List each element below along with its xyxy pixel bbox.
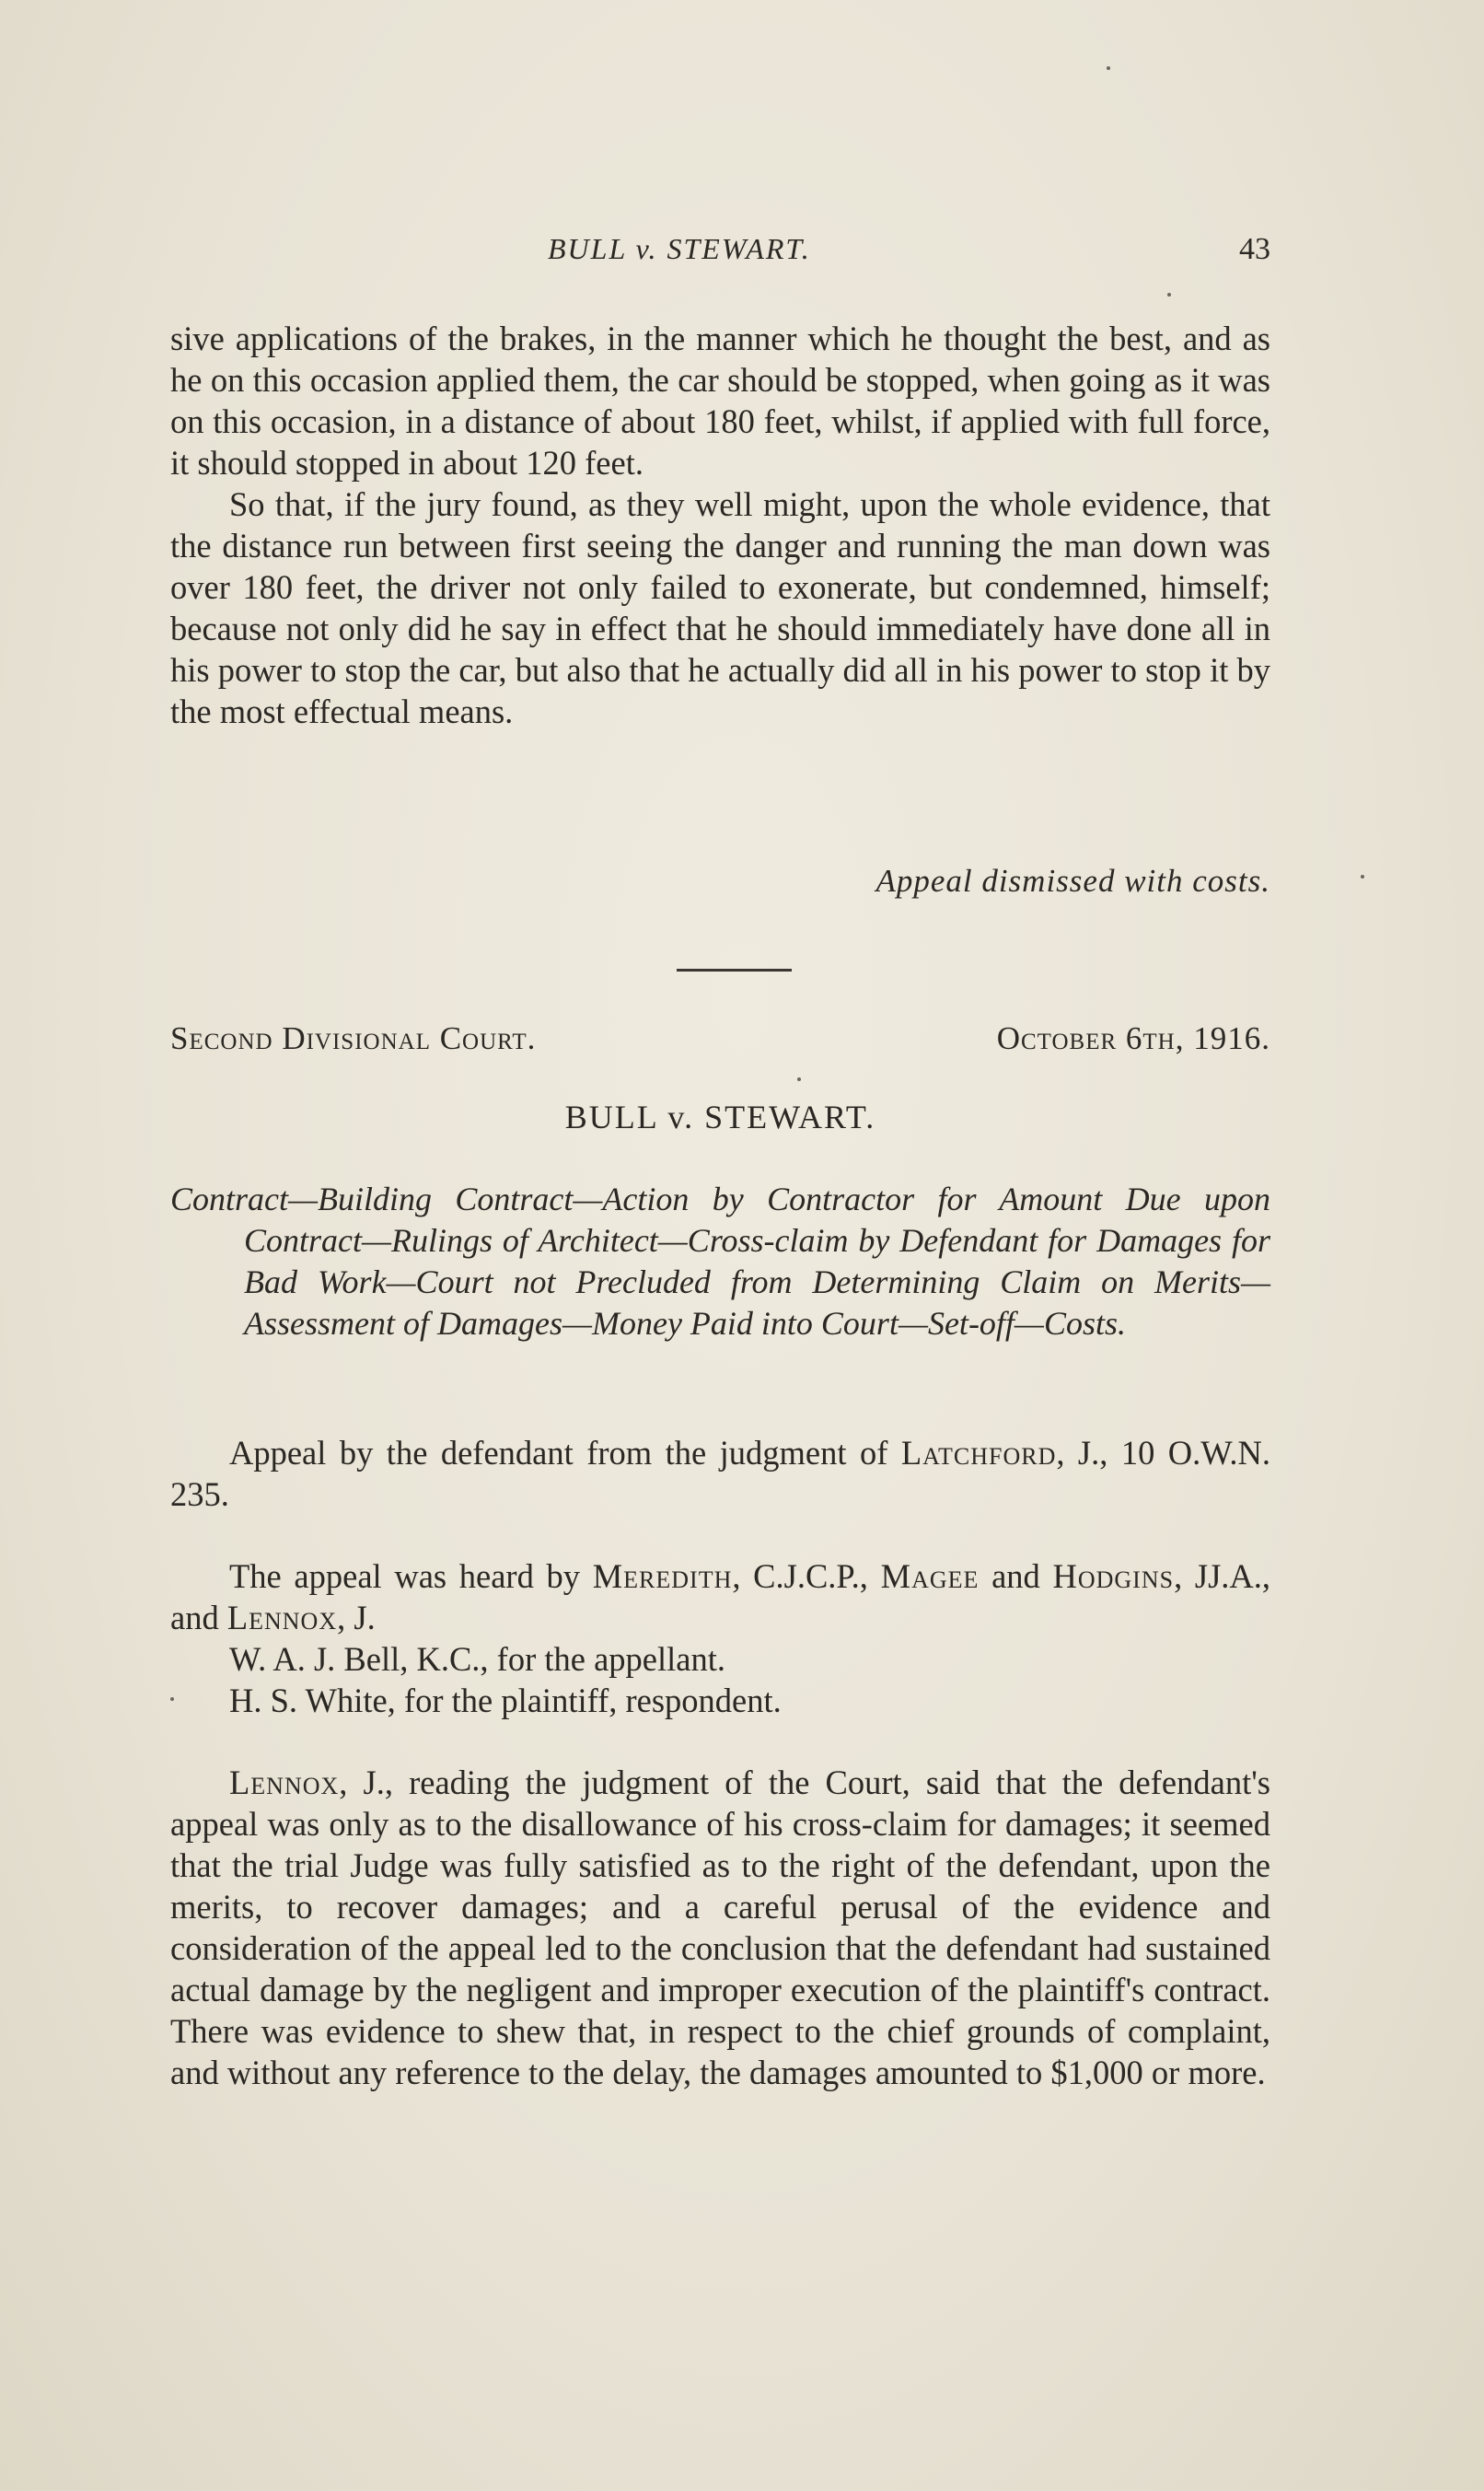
bench-paragraph (170, 1555, 1270, 1638)
court-line (170, 1020, 1270, 1066)
judge-name: Meredith (592, 1557, 733, 1595)
bench-text: and (979, 1557, 1053, 1595)
appeal-citation: , J., 10 O.W.N. 235. (170, 1434, 1270, 1513)
judge-name: Hodgins (1052, 1557, 1175, 1595)
counsel-appellant: W. A. J. Bell, K.C., for the appellant. (229, 1640, 725, 1678)
paper-speck (1167, 293, 1171, 297)
page-number: 43 (1239, 232, 1270, 266)
case-body (170, 1432, 1270, 2093)
appeal-text: Appeal by the defendant from the judgment of (229, 1434, 901, 1472)
counsel-respondent: H. S. White, for the plaintiff, respondent. (229, 1682, 782, 1719)
opening-text (170, 318, 1270, 732)
spacer (170, 1515, 1270, 1555)
bench-text: The appeal was heard by (229, 1557, 593, 1595)
decision-date: October 6th, 1916. (996, 1020, 1270, 1056)
paragraph-conclusion: So that, if the jury found, as they well might, upon the whole evidence, that the distance run between first seeing the danger and running the man down was over 180 feet, the driver not only failed to exonerate, but condemned, himself; because not only did he say in effect that he should immediately have done all in his power to stop the car, but also that he actually did all in his power to stop it by the most effectual means. (170, 485, 1270, 730)
section-divider (677, 969, 792, 972)
court-name: Second Divisional Court. (170, 1020, 537, 1056)
judge-name: Magee (880, 1557, 980, 1595)
paper-speck (797, 1077, 801, 1081)
spacer (170, 1721, 1270, 1762)
judgment-text: , J., reading the judgment of the Court, said that the defendant's appeal was only as to the disallowance of his cross-claim for damages; it seemed that the trial Judge was fully satisfied as to the right of the defendant, upon the merits, to recover damages; and a careful perusal of the evidence and consideration of the appeal led to the conclusion that the defendant had sustained actual damage by the negligent and improper execution of the plaintiff's contract. There was evidence to shew that, in respect to the chief grounds of complaint, and without any reference to the delay, the damages amounted to $1,000 or more. (170, 1763, 1270, 2091)
appeal-paragraph (170, 1432, 1270, 1515)
running-title: BULL v. STEWART. (548, 232, 811, 265)
paper-speck (170, 1697, 174, 1701)
paper-speck (1361, 875, 1364, 879)
bench-text: , C.J.C.P., (732, 1557, 881, 1595)
judgment-paragraph (170, 1762, 1270, 2093)
page-header (170, 228, 1270, 274)
paper-speck (1107, 66, 1110, 70)
bench-text: , J. (337, 1599, 376, 1636)
paragraph-continued: sive applications of the brakes, in the manner which he thought the best, and as he on this occasion applied them, the car should be stopped, when going as it was on this occasion, in a distance of about 180 feet, whilst, if applied with full force, it should stopped in about 120 feet. (170, 320, 1270, 482)
headnote: Contract—Building Contract—Action by Contractor for Amount Due upon Contract—Rulings of Architect—Cross-claim by Defendant for Damages for Bad Work—Court not Precluded from Determining Claim on Merits—Assessment of Damages—Money Paid into Court—Set-off—Costs. (170, 1181, 1270, 1342)
trial-judge-name: Latchford (900, 1434, 1057, 1472)
case-title: BULL v. STEWART. (564, 1099, 876, 1135)
bench-text: , JJ.A., and (170, 1557, 1271, 1636)
judge-name: Lennox (226, 1599, 338, 1636)
disposition: Appeal dismissed with costs. (875, 863, 1270, 899)
judgment-judge-name: Lennox (229, 1763, 340, 1801)
